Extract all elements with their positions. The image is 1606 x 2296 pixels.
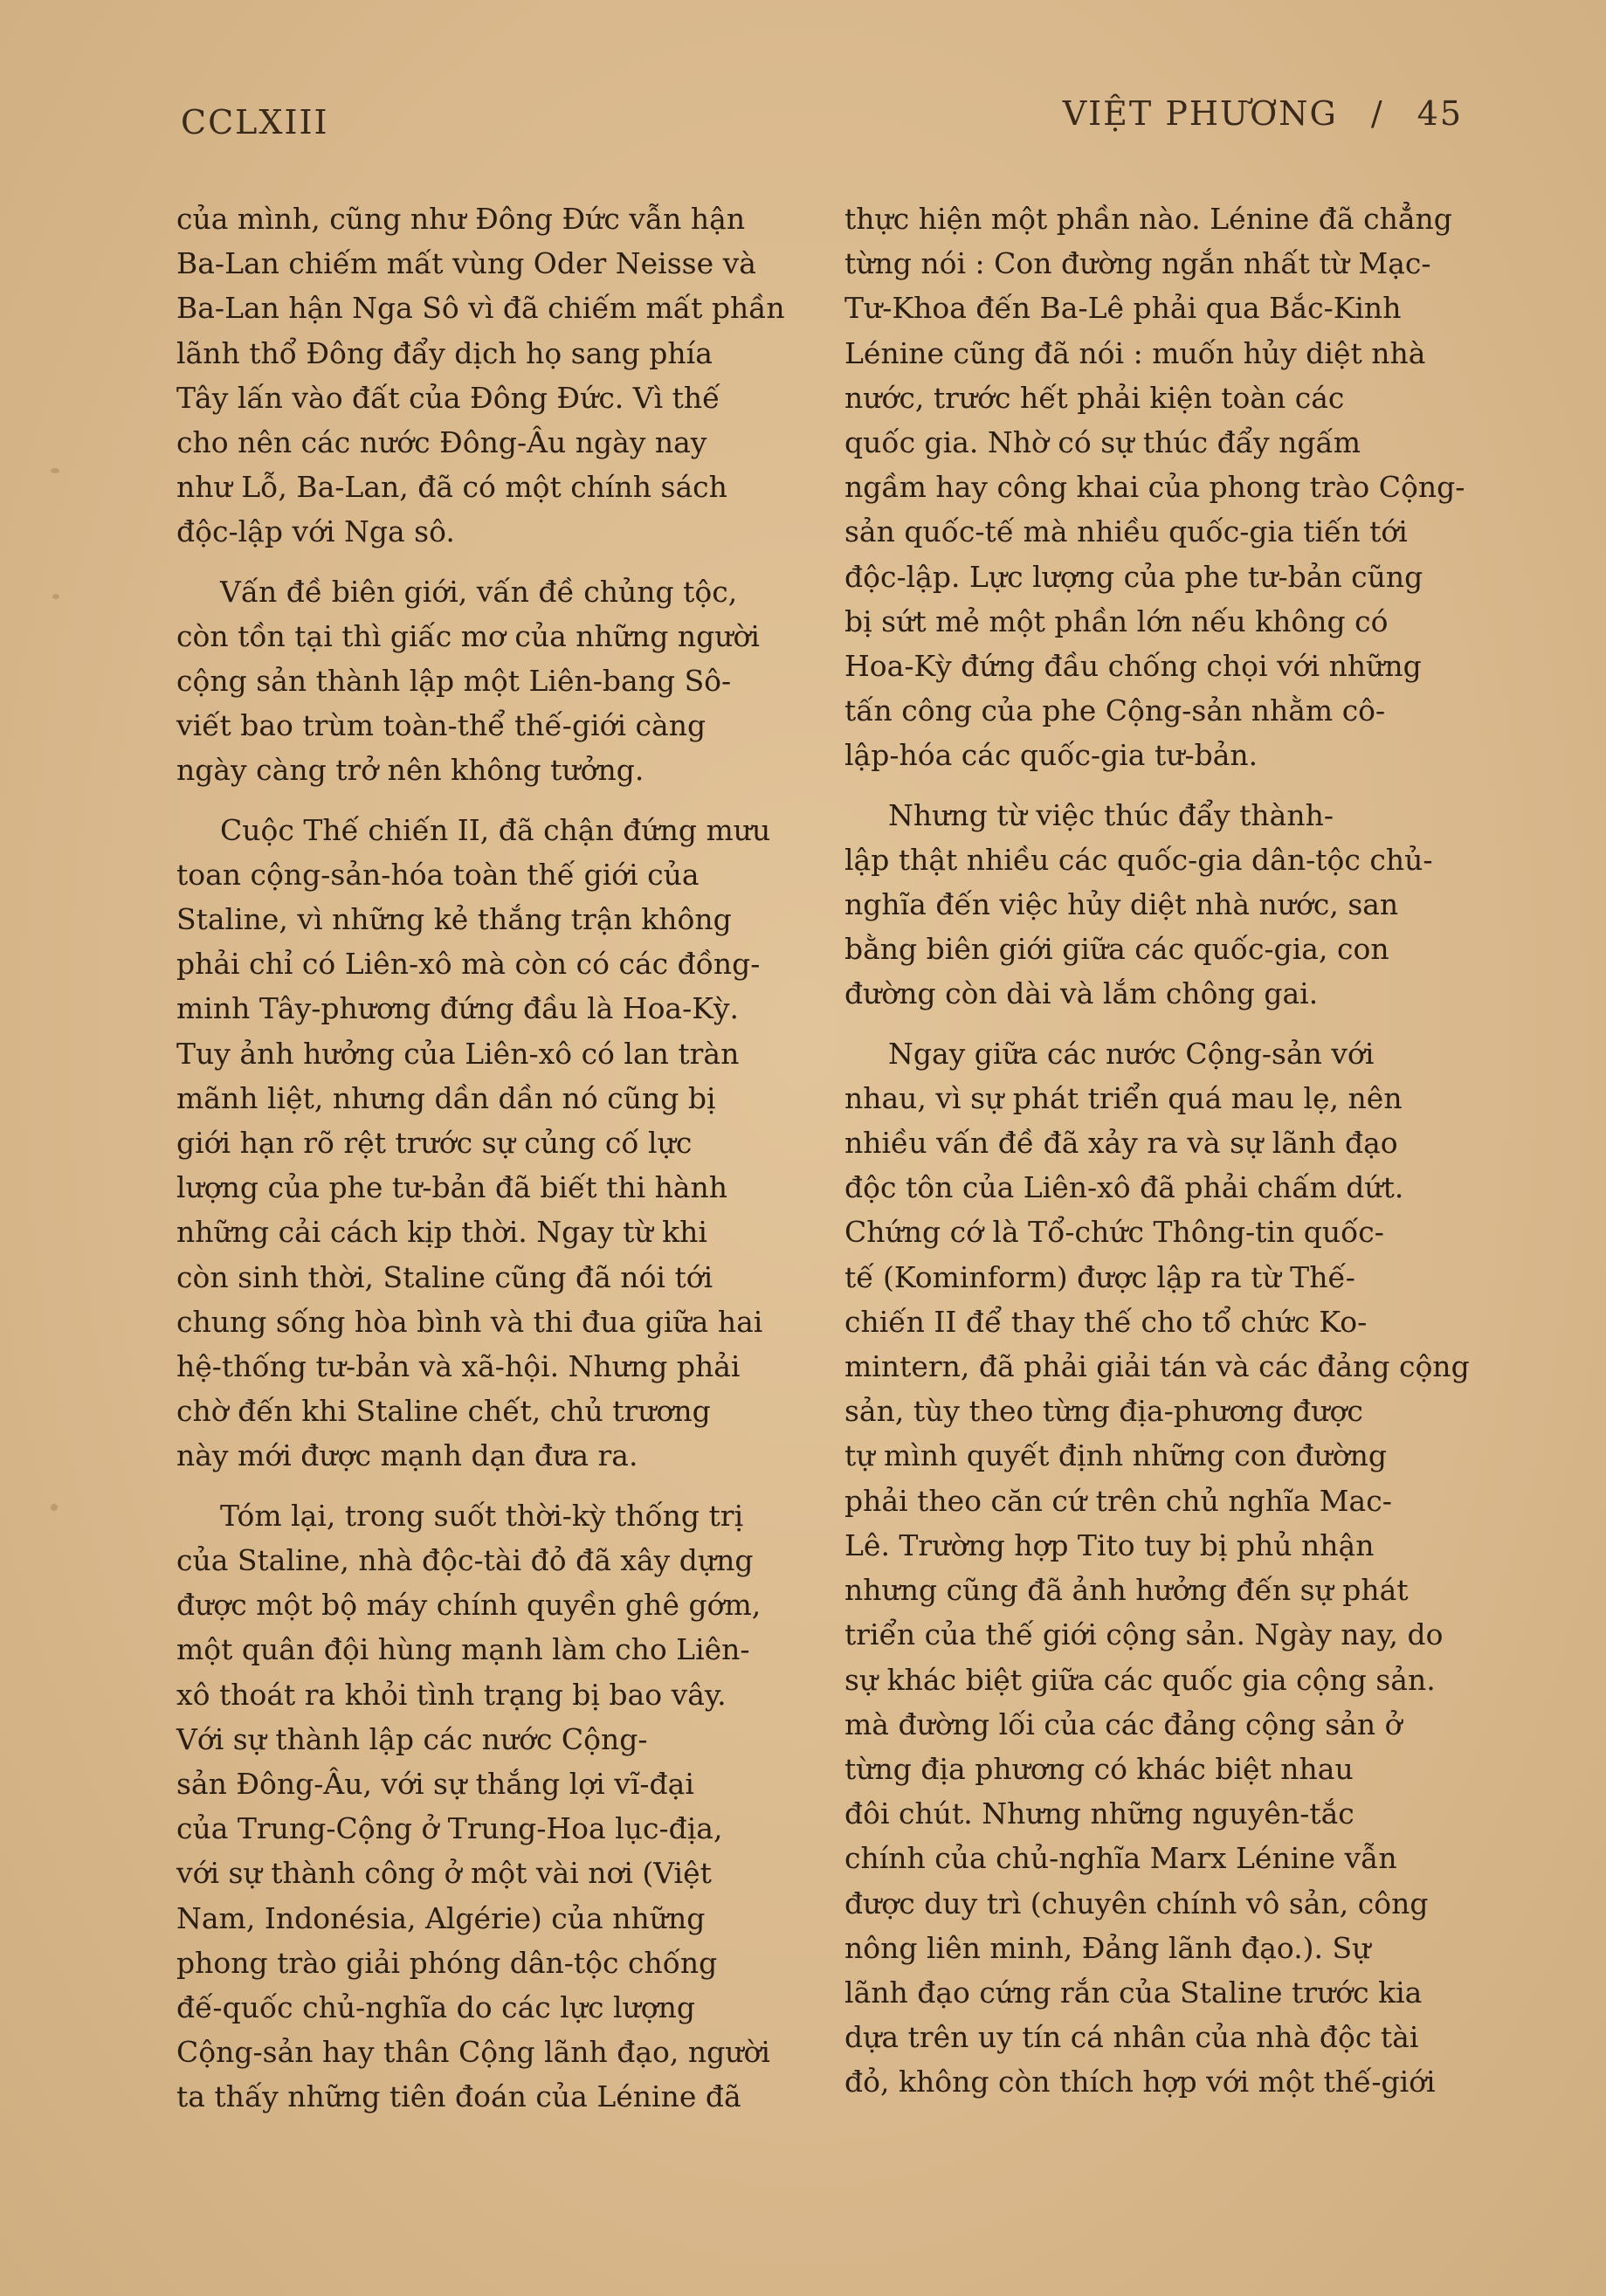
- paragraph: Cuộc Thế chiến II, đã chận đứng mưu toan cộng-sản-hóa toàn thế giới của Staline, vì những kẻ thắng trận không phải chỉ có Liên-xô mà còn có các đồng- minh Tây-phương đứng đầu là Hoa-Kỳ. Tuy ảnh hưởng của Liên-xô có lan tràn mãnh liệt, nhưng dần dần nó cũng bị giới hạn rõ rệt trước sự củng cố lực lượng của phe tư-bản đã biết thi hành những cải cách kịp thời. Ngay từ khi còn sinh thời, Staline cũng đã nói tới chung sống hòa bình và thi đua giữa hai hệ-thống tư-bản và xã-hội. Nhưng phải chờ đến khi Staline chết, chủ trương này mới được mạnh dạn đưa ra.: [176, 812, 771, 1473]
- issue-number: CCLXIII: [181, 103, 329, 141]
- page-number: 45: [1416, 94, 1463, 133]
- paper-stain: [52, 594, 59, 599]
- paragraph: thực hiện một phần nào. Lénine đã chẳng từng nói : Con đường ngắn nhất từ Mạc- Tư-Khoa đến Ba-Lê phải qua Bắc-Kinh Lénine cũng đã nói : muốn hủy diệt nhà nước, trước hết phải kiện toàn các quốc gia. Nhờ có sự thúc đẩy ngấm ngầm hay công khai của phong trào Cộng- sản quốc-tế mà nhiều quốc-gia tiến tới độc-lập. Lực lượng của phe tư-bản cũng bị sứt mẻ một phần lớn nếu không có Hoa-Kỳ đứng đầu chống chọi với những tấn công của phe Cộng-sản nhằm cô- lập-hóa các quốc-gia tư-bản.: [844, 202, 1465, 773]
- right-column: [844, 197, 1486, 2120]
- publication-title: VIỆT PHƯƠNG: [1062, 94, 1338, 133]
- paper-stain: [51, 468, 59, 473]
- header-separator: /: [1370, 94, 1384, 133]
- paragraph: Vấn đề biên giới, vấn đề chủng tộc, còn tồn tại thì giấc mơ của những người cộng sản thành lập một Liên-bang Sô- viết bao trùm toàn-thể thế-giới càng ngày càng trở nên không tưởng.: [176, 574, 760, 788]
- paragraph: Tóm lại, trong suốt thời-kỳ thống trị của Staline, nhà độc-tài đỏ đã xây dựng được một bộ máy chính quyền ghê gớm, một quân đội hùng mạnh làm cho Liên- xô thoát ra khỏi tình trạng bị bao vây. Với sự thành lập các nước Cộng- sản Đông-Âu, với sự thắng lợi vĩ-đại của Trung-Cộng ở Trung-Hoa lục-địa, với sự thành công ở một vài nơi (Việt Nam, Indonésia, Algérie) của những phong trào giải phóng dân-tộc chống đế-quốc chủ-nghĩa do các lực lượng Cộng-sản hay thân Cộng lãnh đạo, người ta thấy những tiên đoán của Lénine đã: [176, 1498, 770, 2114]
- paragraph: Nhưng từ việc thúc đẩy thành- lập thật nhiều các quốc-gia dân-tộc chủ- nghĩa đến việc hủy diệt nhà nước, san bằng biên giới giữa các quốc-gia, con đường còn dài và lắm chông gai.: [844, 797, 1433, 1011]
- paragraph: của mình, cũng như Đông Đức vẫn hận Ba-Lan chiếm mất vùng Oder Neisse và Ba-Lan hận Nga Sô vì đã chiếm mất phần lãnh thổ Đông đẩy dịch họ sang phía Tây lấn vào đất của Đông Đức. Vì thế cho nên các nước Đông-Âu ngày nay như Lỗ, Ba-Lan, đã có một chính sách độc-lập với Nga sô.: [176, 202, 785, 549]
- paragraph: Ngay giữa các nước Cộng-sản với nhau, vì sự phát triển quá mau lẹ, nên nhiều vấn đề đã xảy ra và sự lãnh đạo độc tôn của Liên-xô đã phải chấm dứt. Chứng cớ là Tổ-chức Thông-tin quốc- tế (Kominform) được lập ra từ Thế- chiến II để thay thế cho tổ chức Ko- mintern, đã phải giải tán và các đảng cộng sản, tùy theo từng địa-phương được tự mình quyết định những con đường phải theo căn cứ trên chủ nghĩa Mac- Lê. Trường hợp Tito tuy bị phủ nhận nhưng cũng đã ảnh hưởng đến sự phát triển của thế giới cộng sản. Ngày nay, do sự khác biệt giữa các quốc gia cộng sản. mà đường lối của các đảng cộng sản ở từng địa phương có khác biệt nhau đôi chút. Nhưng những nguyên-tắc chính của chủ-nghĩa Marx Lénine vẫn được duy trì (chuyên chính vô sản, công nông liên minh, Đảng lãnh đạo.). Sự lãnh đạo cứng rắn của Staline trước kia dựa trên uy tín cá nhân của nhà độc tài đỏ, không còn thích hợp với một thế-giới: [844, 1036, 1470, 2099]
- running-header: [1063, 94, 1463, 133]
- paper-stain: [51, 1504, 58, 1511]
- left-column: [176, 197, 818, 2134]
